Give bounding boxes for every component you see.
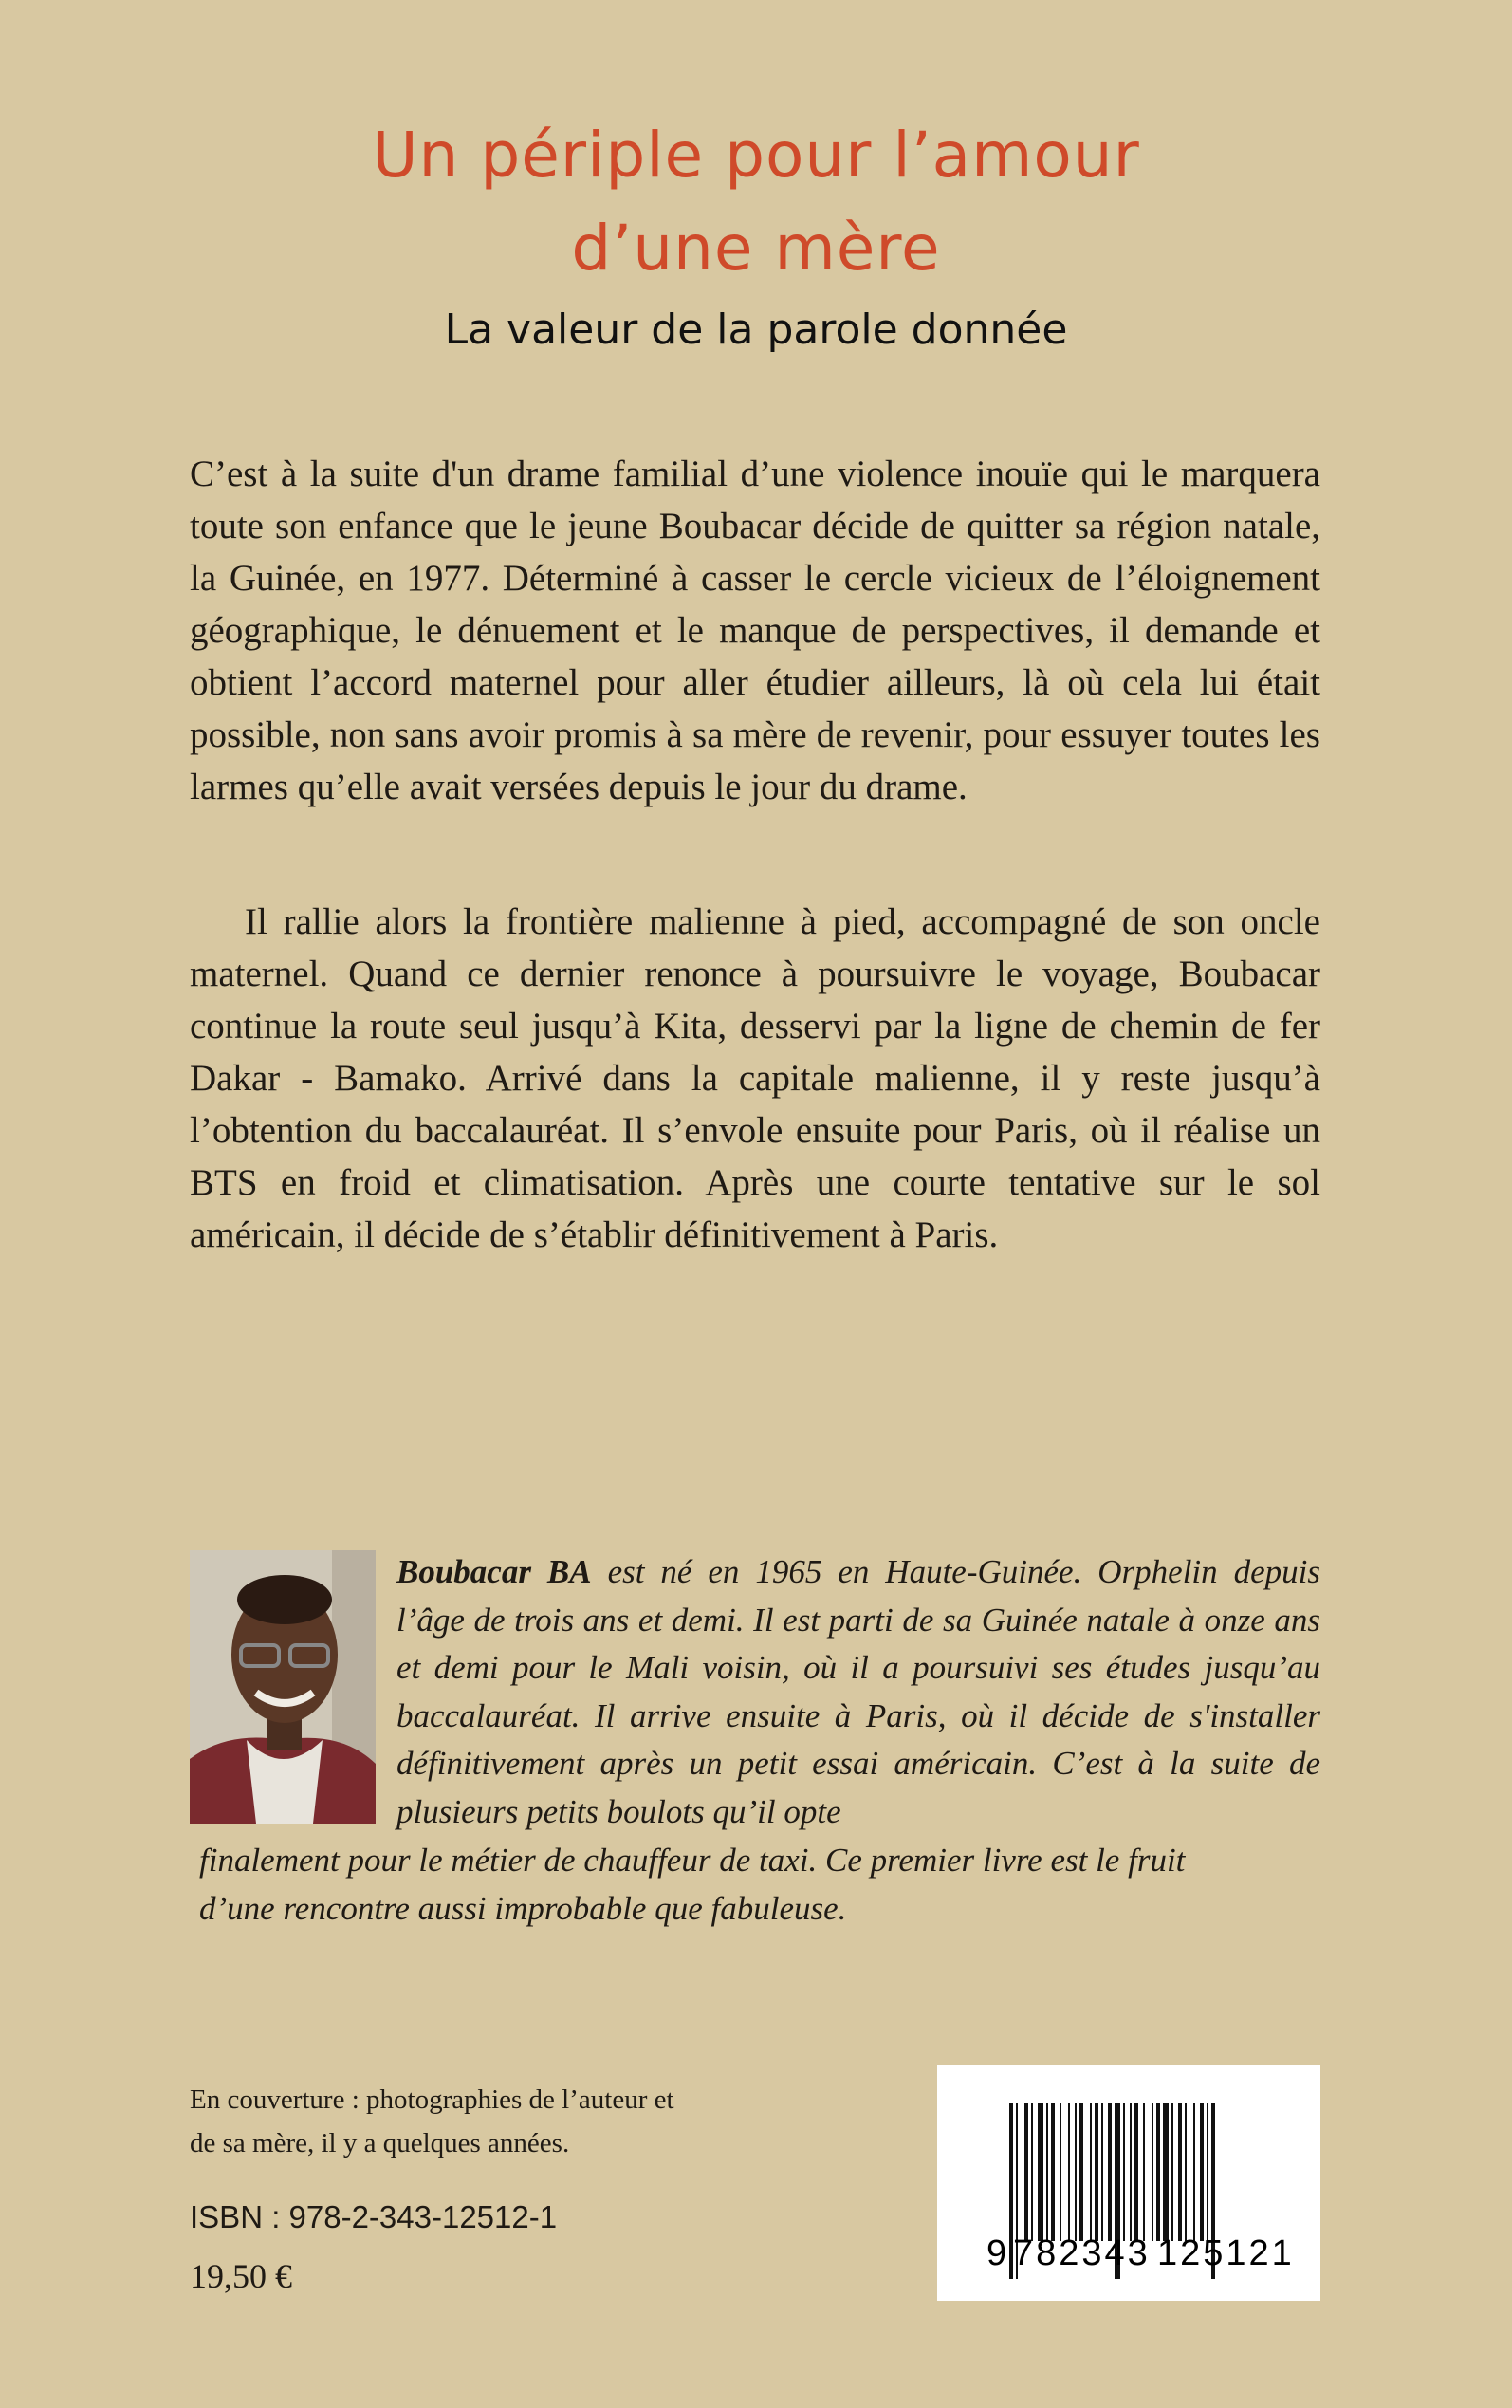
price: 19,50 €	[190, 2257, 292, 2295]
barcode-bar	[1090, 2103, 1092, 2241]
isbn: ISBN : 978-2-343-12512-1	[190, 2199, 558, 2234]
barcode-bar	[1038, 2103, 1043, 2241]
barcode-bar	[1031, 2103, 1033, 2241]
author-bio-tail	[199, 1837, 1320, 1933]
barcode-bar	[1095, 2103, 1098, 2241]
bio-line: d’une rencontre aussi improbable que fabuleuse.	[199, 1889, 847, 1927]
barcode-bar	[1060, 2103, 1061, 2241]
author-bio-text: est né en 1965 en Haute-Guinée. Orphelin depuis l’âge de trois ans et demi. Il est parti de sa Guinée natale à onze ans et demi pour le Mali voisin, où il a poursuivi ses études jusqu’au baccalauréat. Il arrive ensuite à Paris, où il décide de s'installer définitivement après un petit essai américain. C’est à la suite de plusieurs petits boulots qu’il opte	[396, 1553, 1320, 1830]
title-line-1: Un périple pour l’amour	[372, 119, 1140, 192]
barcode-bar	[1051, 2103, 1055, 2241]
barcode-bar	[1143, 2103, 1145, 2241]
barcode-bar	[1163, 2103, 1169, 2241]
barcode-bar	[1134, 2103, 1138, 2241]
barcode-bar	[1123, 2103, 1125, 2241]
author-bio	[396, 1548, 1320, 1836]
barcode-bar	[1024, 2103, 1028, 2241]
barcode-bar	[1193, 2103, 1195, 2241]
barcode-bar	[1185, 2103, 1187, 2241]
barcode-bars	[937, 2065, 1320, 2301]
barcode-digit-first: 9	[986, 2233, 1007, 2273]
barcode-bar	[1130, 2103, 1132, 2241]
credit-line: En couverture : photographies de l’auteur et	[190, 2084, 674, 2115]
author-name: Boubacar BA	[396, 1553, 592, 1590]
barcode-bar	[1075, 2103, 1077, 2241]
barcode-bar	[1156, 2103, 1160, 2241]
barcode-bar	[1068, 2103, 1070, 2241]
barcode-bar	[1101, 2103, 1103, 2241]
barcode-bar	[1200, 2103, 1204, 2241]
summary-paragraph-1	[190, 448, 1320, 813]
barcode	[937, 2065, 1320, 2301]
barcode-bar	[1207, 2103, 1208, 2241]
book-title	[0, 109, 1512, 295]
barcode-bar	[1079, 2103, 1083, 2241]
barcode-digits-right: 125121	[1157, 2233, 1295, 2273]
book-subtitle: La valeur de la parole donnée	[444, 306, 1068, 354]
summary-paragraph-2	[190, 896, 1320, 1261]
barcode-digits-left: 782343	[1013, 2233, 1151, 2273]
cover-credit	[190, 2078, 759, 2165]
title-line-2: d’une mère	[571, 212, 941, 285]
barcode-bar	[1171, 2103, 1173, 2241]
bio-line: finalement pour le métier de chauffeur de taxi. Ce premier livre est le fruit	[199, 1842, 1186, 1879]
summary-text: C’est à la suite d'un drame familial d’une violence inouïe qui le marquera toute son enfance que le jeune Boubacar décide de quitter sa région natale, la Guinée, en 1977. Déterminé à casser le cercle vicieux de l’éloignement géographique, le dénuement et le manque de perspectives, il demande et obtient l’accord maternel pour aller étudier ailleurs, là où cela lui était possible, non sans avoir promis à sa mère de revenir, pour essuyer toutes les larmes qu’elle avait versées depuis le jour du drame.	[190, 454, 1320, 807]
credit-line: de sa mère, il y a quelques années.	[190, 2128, 570, 2158]
barcode-bar	[1152, 2103, 1153, 2241]
barcode-bar	[1046, 2103, 1048, 2241]
summary-text: Il rallie alors la frontière malienne à pied, accompagné de son oncle maternel. Quand ce dernier renonce à poursuivre le voyage, Boubacar continue la route seul jusqu’à Kita, desservi par la ligne de chemin de fer Dakar - Bamako. Arrivé dans la capitale malienne, il y reste jusqu’à l’obtention du baccalauréat. Il s’envole ensuite pour Paris, où il réalise un BTS en froid et climatisation. Après une courte tentative sur le sol américain, il décide de s’établir définitivement à Paris.	[190, 901, 1320, 1255]
barcode-bar	[1108, 2103, 1112, 2241]
author-photo	[190, 1550, 376, 1824]
barcode-bar	[1178, 2103, 1182, 2241]
